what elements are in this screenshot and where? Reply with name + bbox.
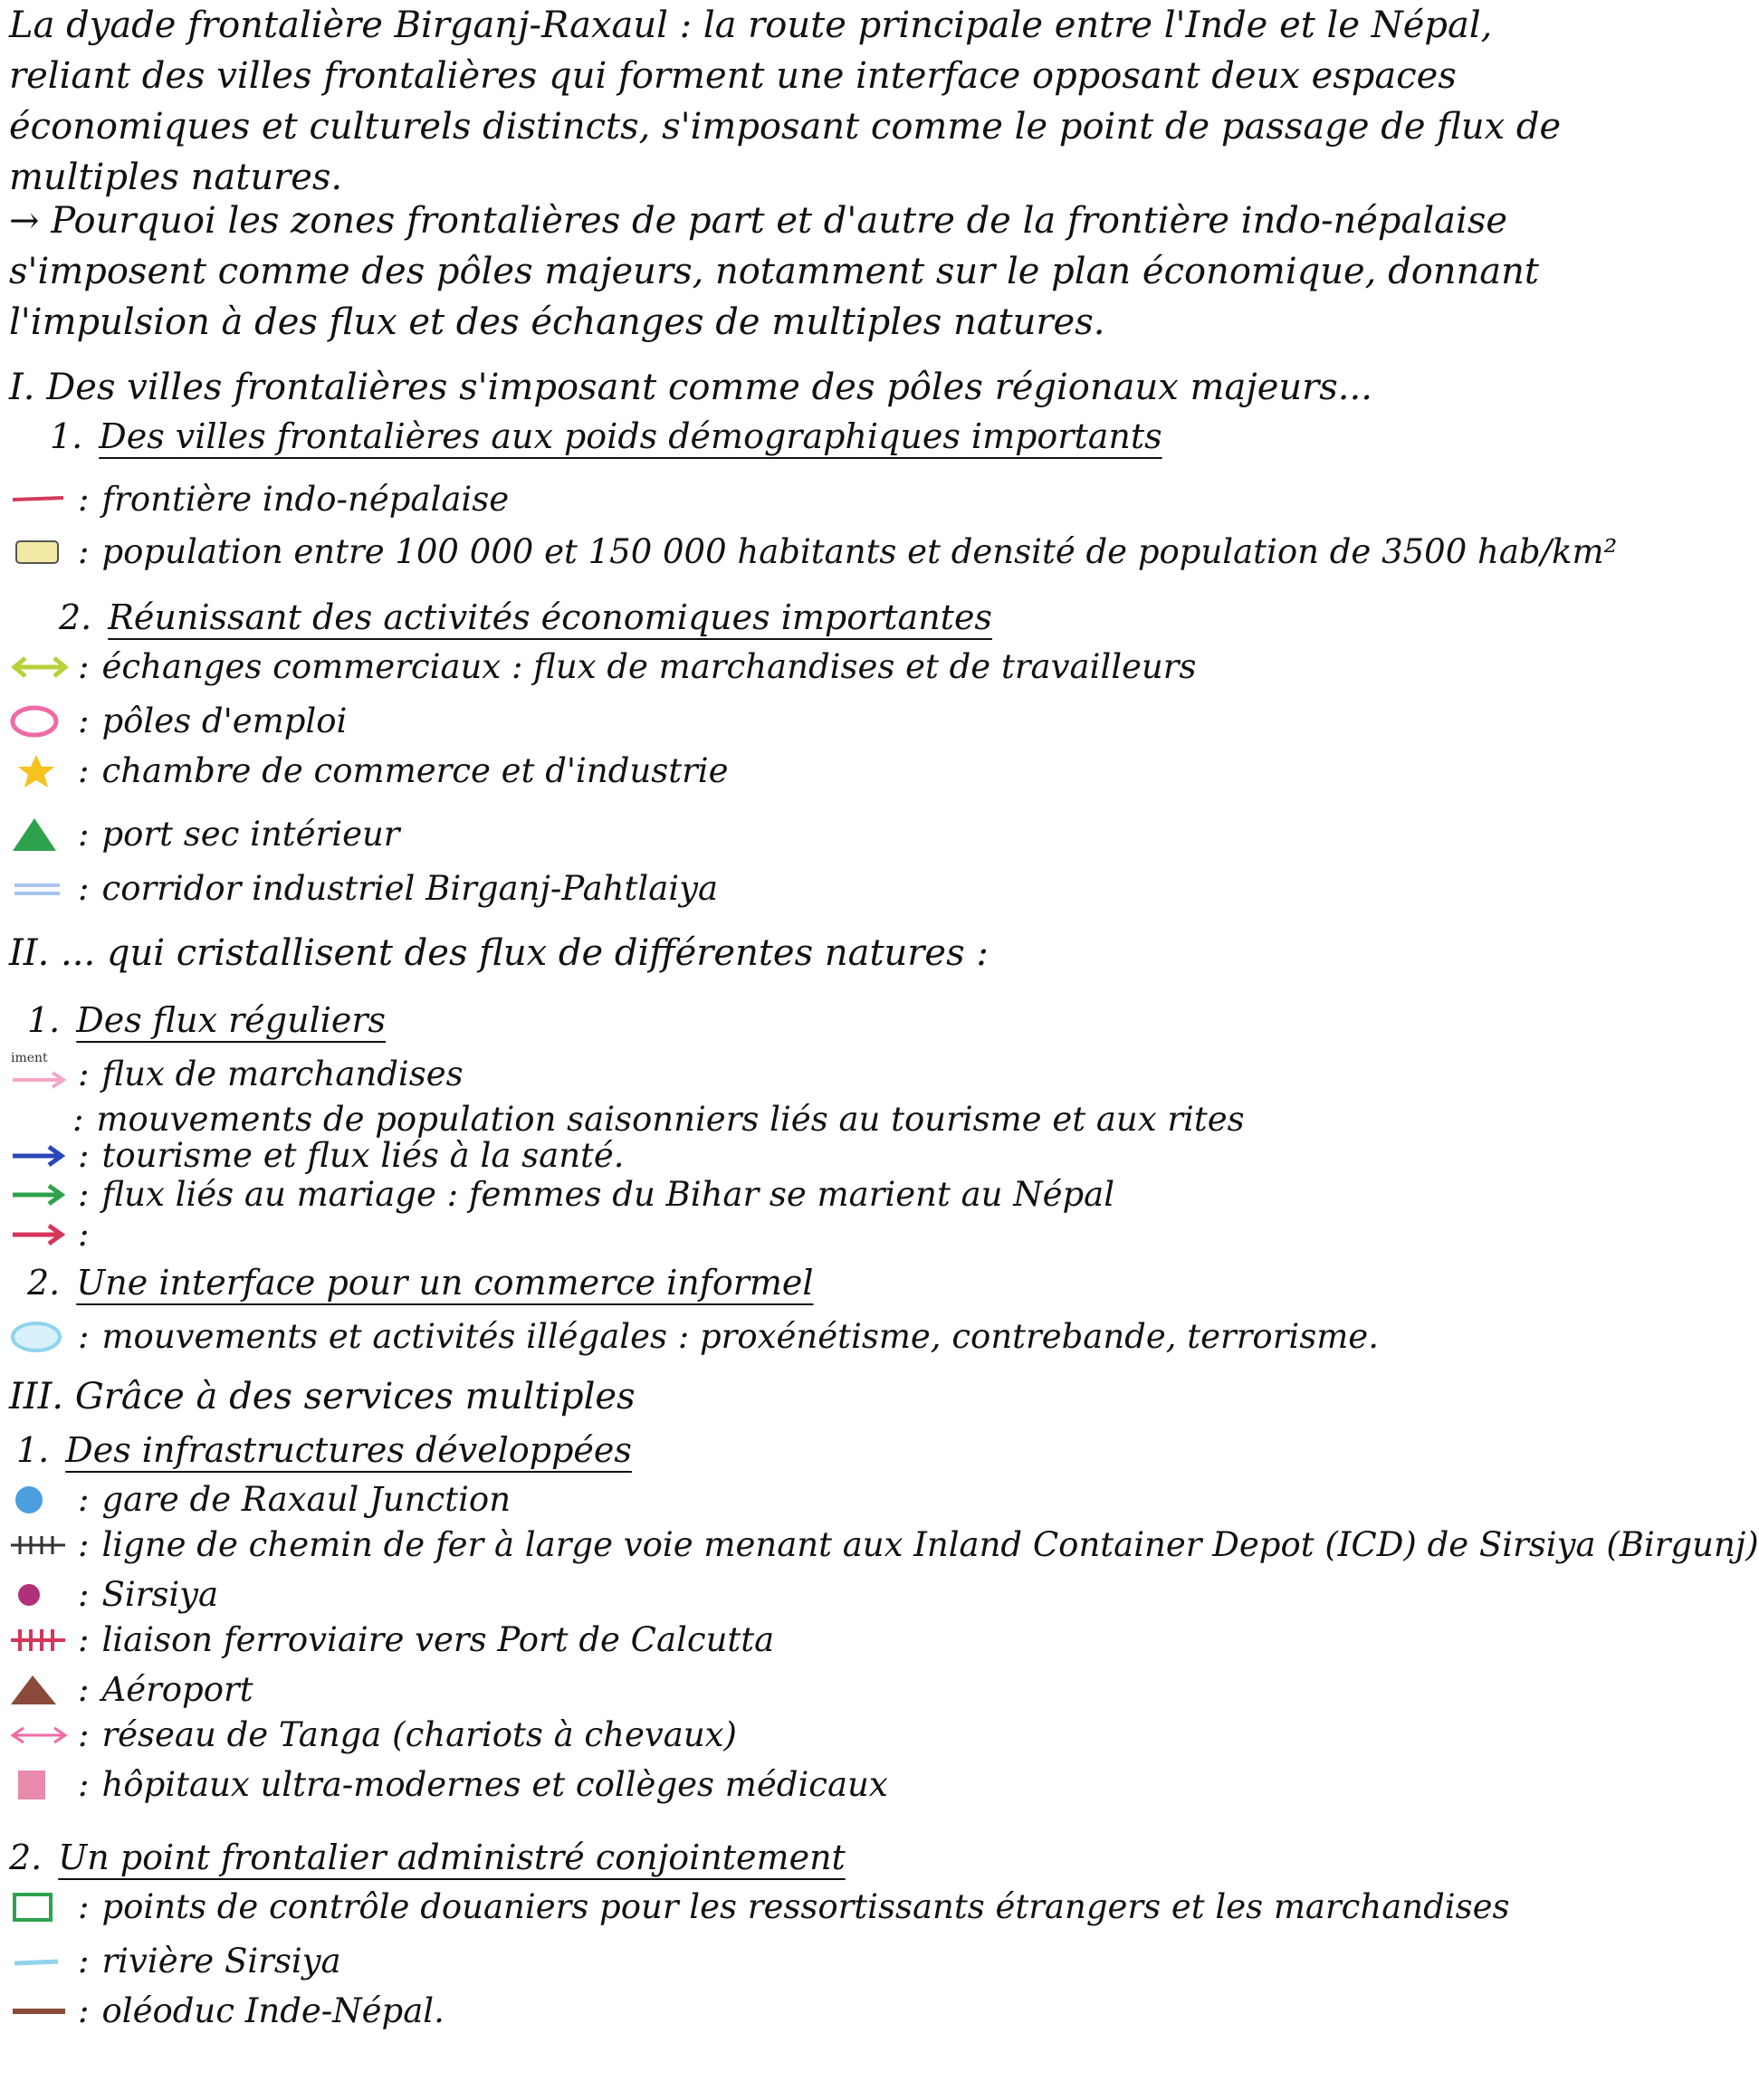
part-1-title: I. Des villes frontalières s'imposant comme des pôles régionaux majeurs...	[9, 367, 1372, 408]
problem-question	[9, 196, 1539, 348]
legend-item: : gare de Raxaul Junction	[9, 1480, 511, 1519]
yellow-green-double-arrow-icon	[9, 649, 72, 685]
legend-text: flux de marchandises	[101, 1055, 464, 1093]
blue-double-line-icon	[9, 871, 72, 907]
legend-text: gare de Raxaul Junction	[101, 1480, 511, 1519]
question-line: l'impulsion à des flux et des échanges de multiples natures.	[9, 301, 1105, 343]
pink-arrow-icon	[9, 1050, 72, 1093]
legend-item: : Sirsiya	[9, 1575, 218, 1614]
title-line: La dyade frontalière Birganj-Raxaul : la route principale entre l'Inde et le Népal,	[9, 5, 1493, 46]
part-3-title: III. Grâce à des services multiples	[9, 1376, 636, 1418]
subheading-number: 2.	[9, 1838, 43, 1877]
subheading-title: Une interface pour un commerce informel	[76, 1263, 814, 1303]
document-title	[9, 0, 1562, 203]
legend-item: : population entre 100 000 et 150 000 habitants et densité de population de 3500 hab/km²	[9, 532, 1617, 571]
part-1-subheading-2	[59, 597, 992, 637]
red-arrow-icon	[9, 1217, 72, 1253]
green-square-outline-icon	[9, 1889, 72, 1925]
subheading-number: 1.	[16, 1430, 50, 1470]
subheading-number: 1.	[27, 1000, 61, 1040]
green-triangle-icon	[9, 816, 72, 853]
part-1-subheading-1	[50, 416, 1162, 456]
legend-item: : ligne de chemin de fer à large voie menant aux Inland Container Depot (ICD) de Sirsiya (Birgunj)	[9, 1525, 1759, 1564]
subheading-title: Un point frontalier administré conjointement	[58, 1838, 846, 1877]
red-line-icon	[9, 482, 72, 518]
legend-item: : liaison ferroviaire vers Port de Calcutta	[9, 1620, 774, 1659]
legend-item: : pôles d'emploi	[9, 702, 347, 740]
part-2-subheading-1	[27, 1000, 386, 1040]
legend-text: corridor industriel Birganj-Pahtlaiya	[101, 869, 719, 908]
legend-text: échanges commerciaux : flux de marchandises et de travailleurs	[101, 647, 1197, 686]
legend-text: liaison ferroviaire vers Port de Calcutta	[101, 1620, 775, 1659]
part-2-title: II. ... qui cristallisent des flux de différentes natures :	[9, 932, 989, 974]
title-line: économiques et culturels distincts, s'imposant comme le point de passage de flux de	[9, 106, 1562, 148]
yellow-rectangle-icon	[9, 534, 72, 570]
part-3-subheading-2	[9, 1838, 846, 1877]
legend-text: flux liés au mariage : femmes du Bihar se marient au Népal	[101, 1175, 1115, 1214]
legend-item: :	[9, 1215, 101, 1254]
legend-text: Aéroport	[101, 1670, 253, 1709]
black-hatched-line-icon	[9, 1527, 72, 1563]
legend-text: port sec intérieur	[101, 815, 400, 854]
legend-item: iment : flux de marchandises	[11, 1050, 464, 1093]
question-line: s'imposent comme des pôles majeurs, notamment sur le plan économique, donnant	[9, 251, 1539, 292]
legend-text: Sirsiya	[101, 1575, 219, 1614]
blue-arrow-icon	[9, 1138, 72, 1174]
legend-item: : oléoduc Inde-Népal.	[9, 1991, 445, 2030]
brown-triangle-icon	[9, 1672, 72, 1708]
question-line: → Pourquoi les zones frontalières de part et d'autre de la frontière indo-népalaise	[9, 200, 1508, 242]
subheading-title: Des flux réguliers	[76, 1000, 387, 1040]
red-hatched-line-icon	[9, 1622, 72, 1658]
legend-text: oléoduc Inde-Népal.	[101, 1991, 445, 2030]
legend-text: mouvements et activités illégales : proxénétisme, contrebande, terrorisme.	[101, 1317, 1379, 1356]
legend-item: : chambre de commerce et d'industrie	[9, 751, 729, 790]
legend-item: : mouvements de population saisonniers liés au tourisme et aux rites	[72, 1100, 1245, 1139]
title-line: multiples natures.	[9, 157, 343, 198]
legend-item: : flux liés au mariage : femmes du Bihar se marient au Népal	[9, 1175, 1114, 1214]
legend-text: points de contrôle douaniers pour les ressortissants étrangers et les marchandises	[101, 1887, 1510, 1926]
part-1-heading	[9, 367, 1372, 408]
subheading-number: 2.	[27, 1263, 61, 1303]
legend-item: : port sec intérieur	[9, 815, 399, 854]
legend-item: : mouvements et activités illégales : proxénétisme, contrebande, terrorisme.	[9, 1317, 1379, 1356]
legend-item: : hôpitaux ultra-modernes et collèges médicaux	[9, 1765, 888, 1804]
purple-dot-icon	[9, 1577, 72, 1613]
legend-text: frontière indo-népalaise	[101, 480, 510, 519]
legend-item: : rivière Sirsiya	[9, 1942, 341, 1981]
part-2-subheading-2	[27, 1263, 814, 1303]
legend-text: mouvements de population saisonniers liés au tourisme et aux rites	[96, 1100, 1245, 1139]
subheading-title: Des villes frontalières aux poids démographiques importants	[99, 416, 1162, 456]
brown-line-icon	[9, 1993, 72, 2029]
legend-item: : points de contrôle douaniers pour les ressortissants étrangers et les marchandises	[9, 1887, 1510, 1926]
light-blue-line-icon	[9, 1943, 72, 1980]
part-3-subheading-1	[16, 1430, 632, 1470]
legend-text: chambre de commerce et d'industrie	[101, 751, 729, 790]
part-2-heading	[9, 932, 989, 974]
legend-text: pôles d'emploi	[101, 702, 348, 740]
legend-item: : corridor industriel Birganj-Pahtlaiya	[9, 869, 718, 908]
legend-text: ligne de chemin de fer à large voie menant aux Inland Container Depot (ICD) de Sirsiya (Birgunj)	[101, 1525, 1759, 1564]
legend-item: : Aéroport	[9, 1670, 253, 1709]
arrow-label: iment	[11, 1050, 48, 1065]
subheading-number: 1.	[50, 416, 83, 456]
title-line: reliant des villes frontalières qui forment une interface opposant deux espaces	[9, 55, 1457, 97]
pink-double-arrow-icon	[9, 1717, 72, 1753]
legend-text: population entre 100 000 et 150 000 habitants et densité de population de 3500 hab/km²	[101, 532, 1618, 571]
subheading-title: Réunissant des activités économiques importantes	[108, 597, 992, 637]
legend-item: : échanges commerciaux : flux de marchandises et de travailleurs	[9, 647, 1196, 686]
blue-dot-icon	[9, 1482, 72, 1518]
subheading-title: Des infrastructures développées	[65, 1430, 632, 1470]
pink-ellipse-icon	[9, 703, 72, 740]
light-blue-cloud-icon	[9, 1319, 72, 1355]
legend-item: : réseau de Tanga (chariots à chevaux)	[9, 1715, 737, 1754]
subheading-number: 2.	[59, 597, 92, 637]
legend-text: rivière Sirsiya	[101, 1942, 341, 1981]
green-arrow-icon	[9, 1177, 72, 1213]
legend-text: hôpitaux ultra-modernes et collèges médicaux	[101, 1765, 888, 1804]
pink-square-icon	[9, 1767, 72, 1803]
yellow-star-icon	[9, 753, 72, 789]
part-3-heading	[9, 1376, 636, 1418]
legend-item: : tourisme et flux liés à la santé.	[9, 1136, 625, 1175]
legend-text: réseau de Tanga (chariots à chevaux)	[101, 1715, 737, 1754]
legend-item: : frontière indo-népalaise	[9, 480, 509, 519]
legend-text: tourisme et flux liés à la santé.	[101, 1136, 625, 1175]
